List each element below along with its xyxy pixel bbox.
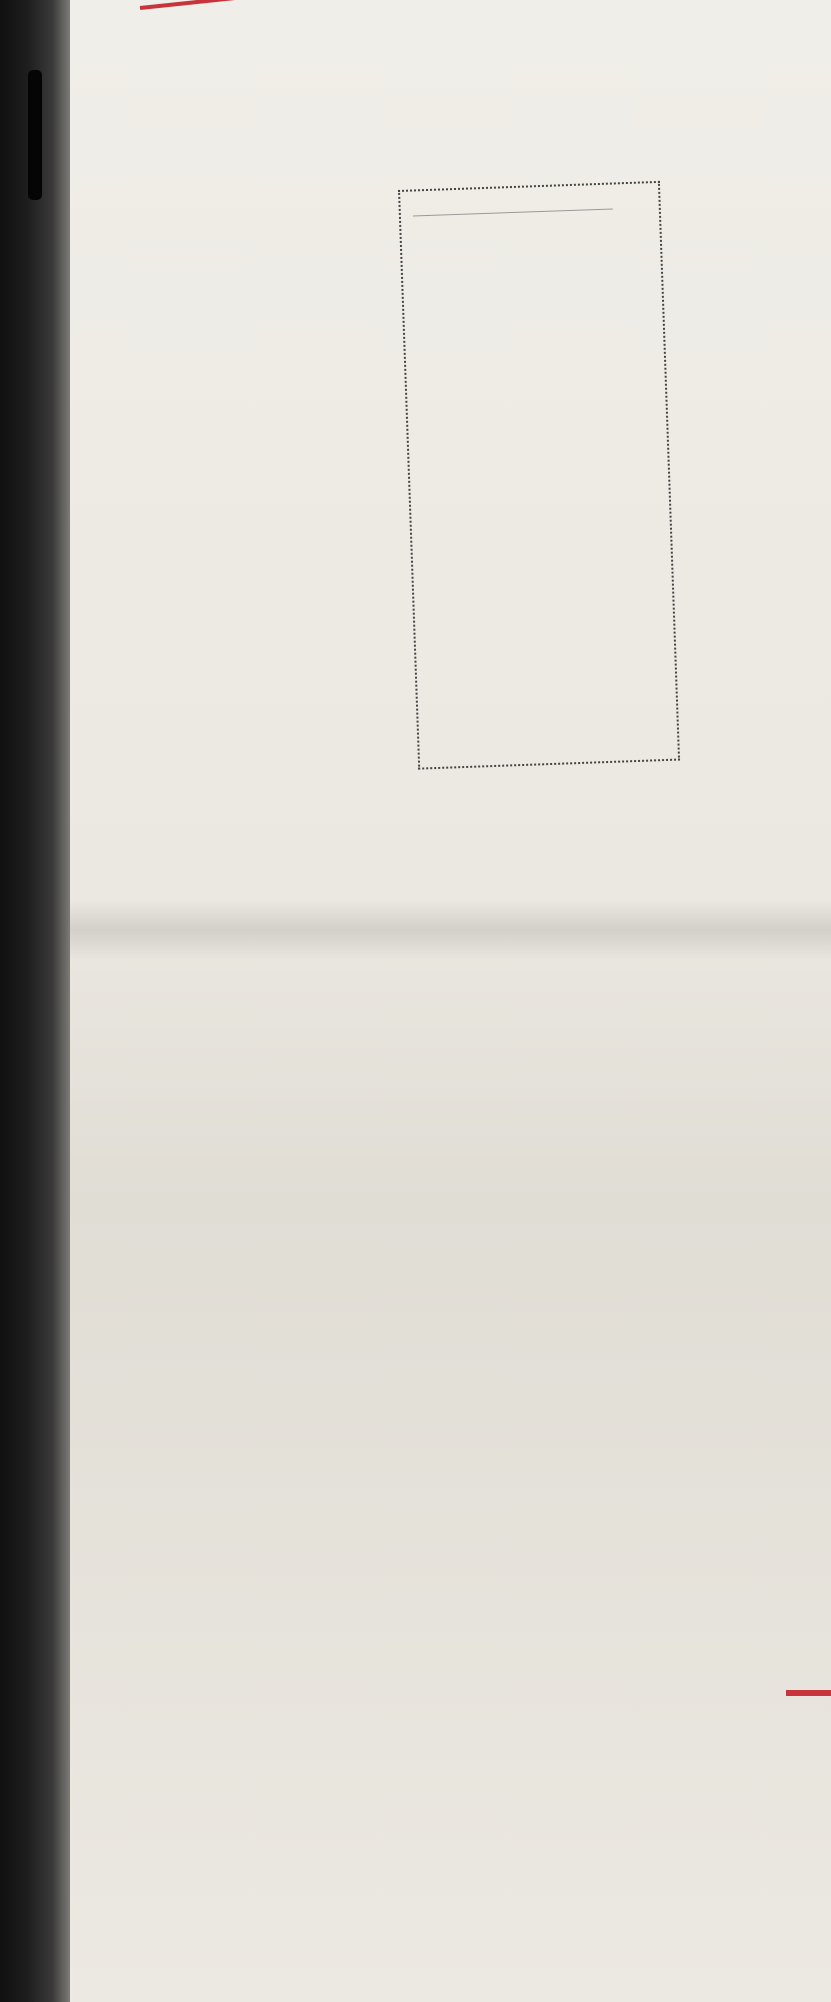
- paper-fold-shadow: [70, 900, 831, 960]
- page-shadow-edge: [0, 0, 70, 2002]
- section-tag-bar: [786, 1690, 831, 1696]
- sidebar-title: [417, 197, 651, 205]
- article-column-3-cropped: [672, 50, 831, 70]
- binder-clip: [28, 70, 42, 200]
- sidebar-box: [398, 181, 680, 770]
- article-column-1-continued: [56, 1205, 366, 1219]
- sidebar-body: [413, 220, 651, 228]
- sidebar-divider: [413, 209, 613, 217]
